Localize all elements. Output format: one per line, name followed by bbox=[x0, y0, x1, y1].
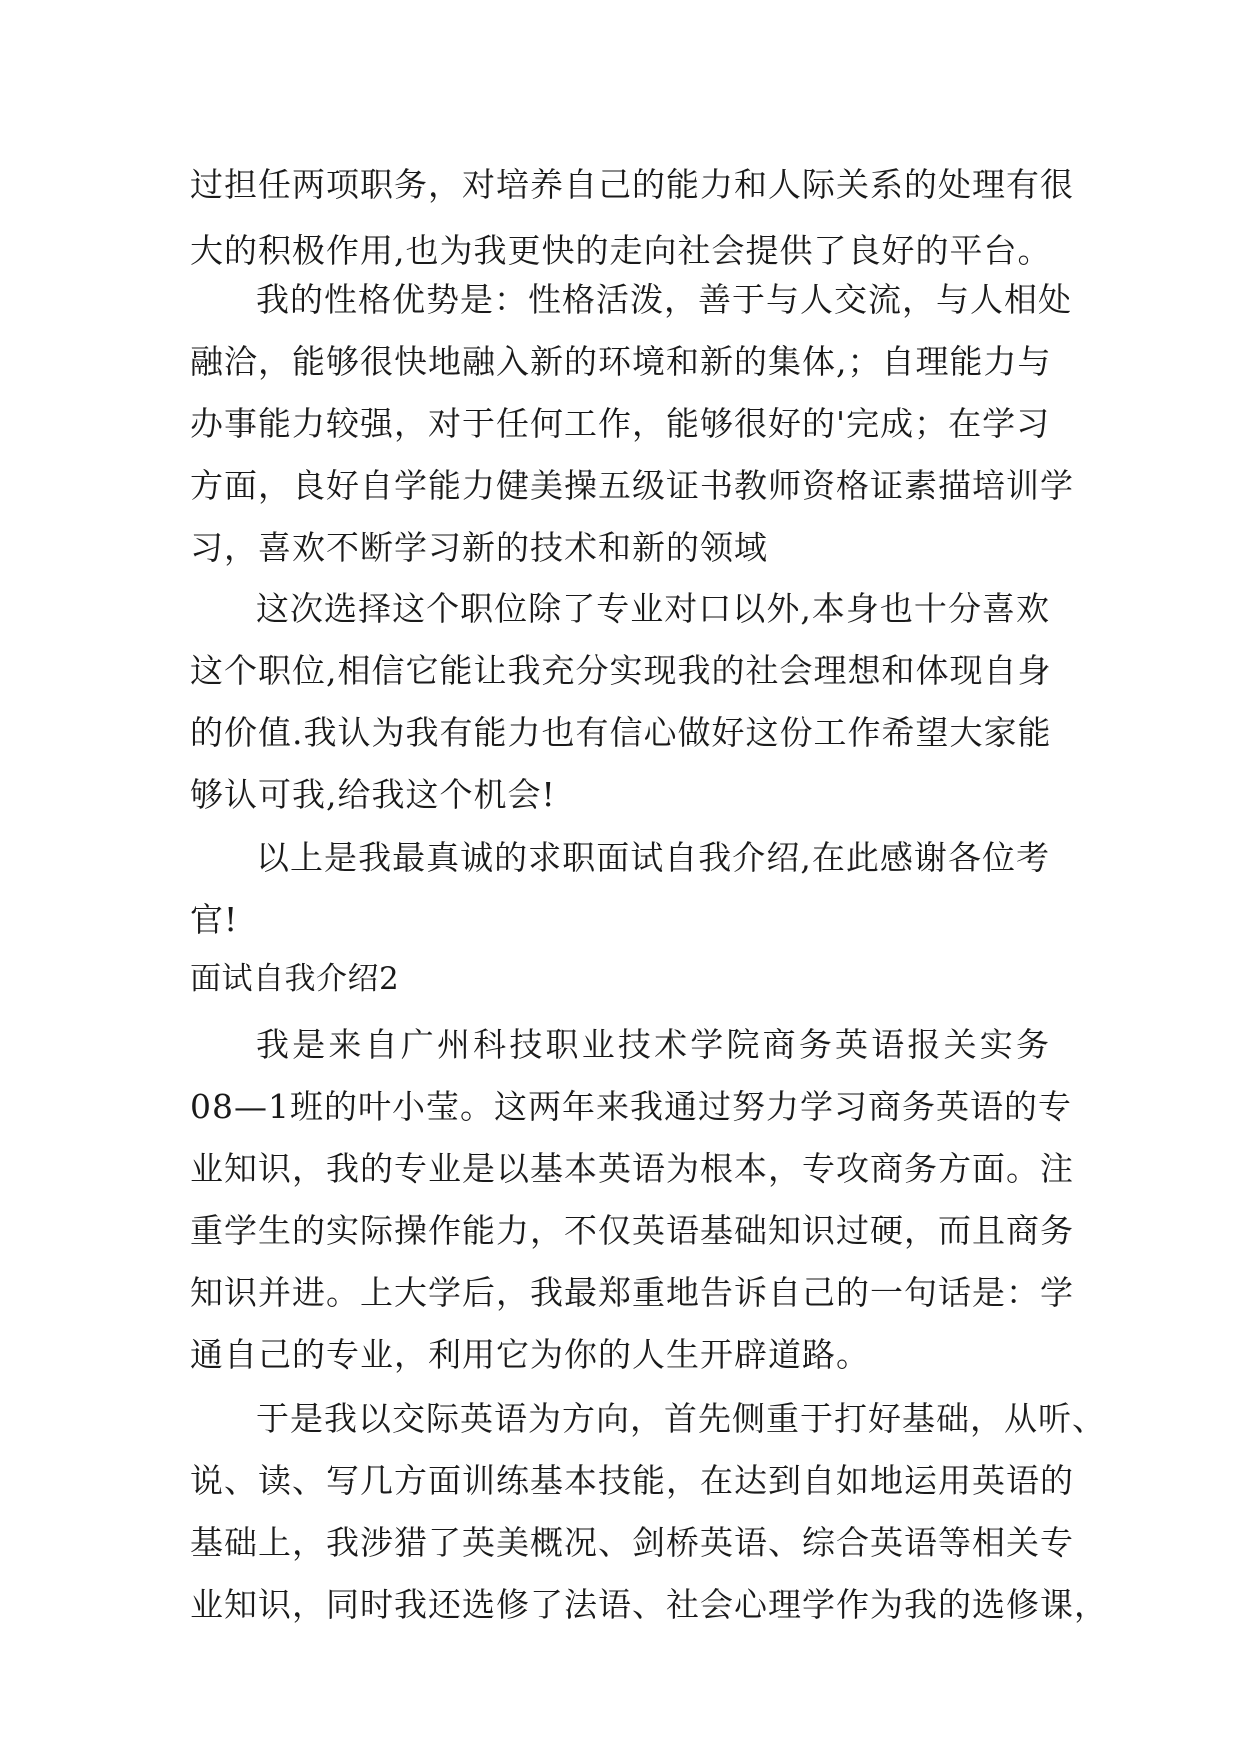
paragraph-line: 基础上，我涉猎了英美概况、剑桥英语、综合英语等相关专 bbox=[190, 1523, 1074, 1562]
paragraph-line: 我是来自广州科技职业技术学院商务英语报关实务 bbox=[256, 1025, 1050, 1064]
paragraph-line: 08—1班的叶小莹。这两年来我通过努力学习商务英语的专 bbox=[190, 1087, 1072, 1126]
paragraph-line: 的价值.我认为我有能力也有信心做好这份工作希望大家能 bbox=[190, 713, 1052, 752]
paragraph-line: 以上是我最真诚的求职面试自我介绍,在此感谢各位考 bbox=[256, 838, 1050, 877]
paragraph-line: 业知识，同时我还选修了法语、社会心理学作为我的选修课， bbox=[190, 1585, 1108, 1624]
paragraph-line: 这个职位,相信它能让我充分实现我的社会理想和体现自身 bbox=[190, 651, 1052, 690]
paragraph-line: 官! bbox=[190, 900, 239, 939]
paragraph-line: 方面，良好自学能力健美操五级证书教师资格证素描培训学 bbox=[190, 466, 1074, 505]
paragraph-line: 习，喜欢不断学习新的技术和新的领域 bbox=[190, 528, 768, 567]
paragraph-line: 于是我以交际英语为方向，首先侧重于打好基础，从听、 bbox=[256, 1399, 1106, 1438]
paragraph-line: 通自己的专业，利用它为你的人生开辟道路。 bbox=[190, 1335, 870, 1374]
paragraph-line: 业知识，我的专业是以基本英语为根本，专攻商务方面。注 bbox=[190, 1149, 1074, 1188]
paragraph-line: 大的积极作用,也为我更快的走向社会提供了良好的平台。 bbox=[190, 231, 1052, 270]
paragraph-line: 够认可我,给我这个机会! bbox=[190, 775, 556, 814]
paragraph-line: 我的性格优势是：性格活泼，善于与人交流，与人相处 bbox=[256, 280, 1072, 319]
paragraph-line: 说、读、写几方面训练基本技能，在达到自如地运用英语的 bbox=[190, 1461, 1074, 1500]
paragraph-line: 过担任两项职务，对培养自己的能力和人际关系的处理有很 bbox=[190, 165, 1074, 204]
paragraph-line: 这次选择这个职位除了专业对口以外,本身也十分喜欢 bbox=[256, 589, 1050, 628]
paragraph-line: 知识并进。上大学后，我最郑重地告诉自己的一句话是：学 bbox=[190, 1273, 1074, 1312]
paragraph-line: 融洽，能够很快地融入新的环境和新的集体,；自理能力与 bbox=[190, 342, 1052, 381]
paragraph-line: 办事能力较强，对于任何工作，能够很好的'完成；在学习 bbox=[190, 404, 1051, 443]
section-heading: 面试自我介绍2 bbox=[190, 961, 400, 997]
paragraph-line: 重学生的实际操作能力，不仅英语基础知识过硬，而且商务 bbox=[190, 1211, 1074, 1250]
